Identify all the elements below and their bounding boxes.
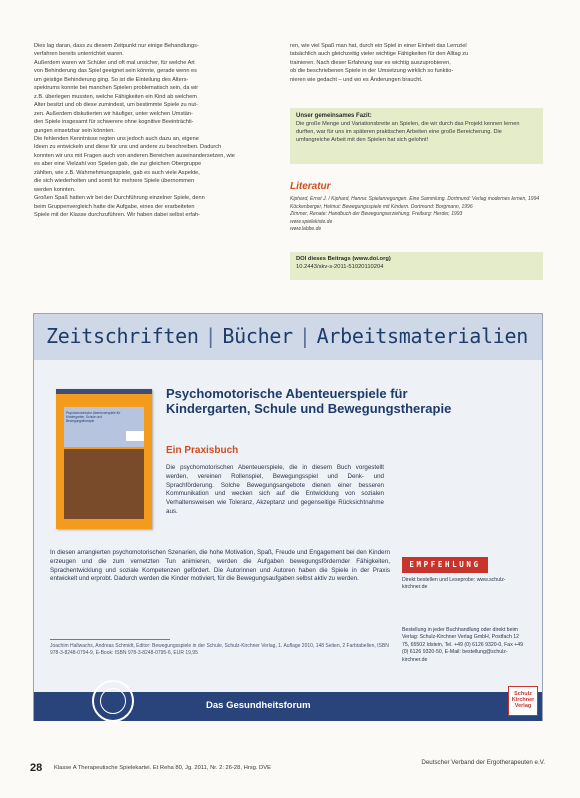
order-text: Bestellung in jeder Buchhandlung oder direkt beim Verlag: Schulz-Kirchner Verlag GmbH, Postfach 12 75, 65502 Idstein, Tel. +49 (0) 6126 9320-0, Fax +49 (0) 6126 9320-50, E-Mail: bestellung@schulz-kirchner.de [402,627,524,663]
literatur-list [290,196,542,234]
left-column-line: konnten wir uns mit Fragen auch von anderen Bereichen auseinandersetzen, wie [34,152,235,159]
fazit-heading: Unser gemeinsames Fazit: [296,113,372,119]
literatur-item: Köckenberger, Helmut: Bewegungsspiele mit Kindern. Dortmund: Borgmann, 1996 [290,203,473,210]
ad-footnote-text: Joachim Hallwachs, Andreas Schmidt, Editor: Bewegungsspiele in der Schule, Schulz-Kirchner Verlag, 1. Auflage 2010, 148 Seiten, 2 Farbtabellen, ISBN 978-3-8248-0794-9, E-Book: ISBN 978-3-8248-0795-6, EUR 19,95 [50,643,389,656]
left-column-line: es aber eine Vielzahl von Spielen gab, die zur gleichen Obergruppe [34,161,202,168]
page-number: 28 [30,762,43,774]
left-column-text [34,42,276,220]
left-column-line: Dies lag daran, dass zu diesem Zeitpunkt nur einige Behandlungs- [34,43,199,49]
forum-logo-inner-icon [100,688,126,714]
left-column-line: Ideen zu entwickeln und diese für uns und andere zu beschreiben. Dadurch [34,144,222,151]
right-column-line: nieren wie gedacht – und wo es Änderungen braucht. [290,76,423,83]
empfehlung-text[interactable]: Direkt bestellen und Leseprobe: www.schulz-kirchner.de [402,577,506,591]
left-column-line: von Behinderung das Spiel geeignet sein könnte, gerade wenn es [34,68,197,75]
literatur-link[interactable]: www.labbe.de [290,226,322,233]
doi-heading: DOI dieses Beitrags (www.doi.org) [296,256,391,262]
book-subtitle: Ein Praxisbuch [166,445,239,456]
book-cover [56,389,152,529]
doi-box [290,252,543,280]
ad-bottom-title: Das Gesundheitsforum [206,700,311,711]
right-column-line: trainieren. Nach dieser Erfahrung war es wichtig auszuprobieren, [290,59,451,66]
ad-heading-separator: | [298,324,311,348]
publisher-logo: Schulz Kirchner Verlag [508,686,538,716]
publisher: Deutscher Verband der Ergotherapeuten e.V. [421,759,545,766]
ad-heading [46,324,528,348]
left-column-line: um geistige Behinderung ging. So ist die Einteilung des Alters- [34,76,189,83]
ad-footnote [50,639,390,657]
literatur-item: Kiphard, Ernst J. / Kiphard, Hanna: Spielanregungen. Eine Sammlung. Dortmund: Verlag modernes lernen, 1994 [290,196,540,202]
right-column-text [290,42,542,84]
left-column-line: z.B. überlegen mussten, welche Fähigkeiten ein Kind ab welchem [34,93,197,100]
ad-heading-part: Zeitschriften [46,324,199,348]
doi-value[interactable]: 10.2443/skv-s-2011-51020110204 [296,264,384,270]
book-description: Die psychomotorischen Abenteuerspiele, die in diesem Buch vorgestellt werden, vereinen Rollenspiel, Bewegungsspiel und Denk- und Sprachförderung. Solche Bewegungsangebote dienen einer besseren Kommunikation und wecken sich auf die Entwicklung von sozialen Verhaltensweisen wie Toleranz, Akzeptanz und gegenseitige Rücksichtnahme aus. [166,464,384,515]
empfehlung-badge: EMPFEHLUNG [402,557,488,573]
left-column-line: gungen einsetzbar sein könnten. [34,127,115,134]
literatur-item: Zimmer, Renate: Handbuch der Bewegungserziehung. Freiburg: Herder, 1993 [290,211,463,218]
left-column-line: zählten, wie z.B. Wahrnehmungsspiele, gab es auch viele Aspekte, [34,169,200,176]
left-column-line: Die fehlenden Kenntnisse regten uns jedoch auch dazu an, eigene [34,135,199,142]
right-column-line: ren, wie viel Spaß man hat, durch ein Spiel in einer Einheit das Lernziel [290,43,467,49]
book-cover-title: Psychomotorische Abenteuerspiele für Kindergarten, Schule und Bewegungstherapie [66,411,121,423]
ad-heading-separator: | [204,324,217,348]
page-footer [30,759,545,785]
left-column-line: den Spiele insgesamt für schwerere ohne kognitive Beeinträchti- [34,119,194,126]
left-column-line: Spiele mit der Klasse durchzuführen. Wir haben dabei selbst erfah- [34,212,201,219]
right-column-line: tatsächlich auch gleichzeitig vieler wichtige Fähigkeiten für den Alltag zu [290,51,469,58]
left-column-line: Großen Spaß hatten wir bei der Durchführung einzelner Spiele, denn [34,195,205,202]
citation: Klasse A Therapeutische Spielekartei. Et Reha 80, Jg. 2011, Nr. 2: 26-28, Hrsg. DVE [54,765,271,771]
ad-body-text: In diesen arrangierten psychomotorischen Szenarien, die hohe Motivation, Spaß, Freude und Engagement bei den Kindern erzeugen und die zum vernetzten Tun animieren, werden die Aufgaben bewegungsfördernder Fähigkeiten, Sprachentwicklung und soziale Kompetenzen gefördert. Die Autorinnen und Autoren haben die Spiele in der Praxis entwickelt und erprobt. Dadurch werden die Kinder motiviert, für die Bewegungsaufgaben selbst aktiv zu werden. [50,549,390,583]
fazit-box [290,108,543,164]
literatur-heading: Literatur [290,181,331,192]
left-column-line: die sich wiederholten und somit für mehrere Spiele übernommen [34,178,195,185]
book-title: Psychomotorische Abenteuerspiele für Kindergarten, Schule und Bewegungstherapie [166,386,452,416]
left-column-line: zen. Außerdem diskutierten wir häufiger, unter welchen Umstän- [34,110,193,117]
left-column-line: werden konnten. [34,186,76,193]
fazit-text: Die große Menge und Variationsbreite an Spielen, die wir durch das Projekt kennen lernen durften, war für uns im späteren praktischen Arbeiten eine große Bereicherung. Die umfangreiche Arbeit mit den Spielen hat sich gelohnt! [296,121,520,144]
ad-heading-part: Arbeitsmaterialien [316,324,528,348]
left-column-line: verfahren bereits unterrichtet waren. [34,51,124,58]
advertisement [33,313,543,721]
literatur-link[interactable]: www.spielekiste.de [290,218,333,225]
left-column-line: Außerdem waren wir Schüler und oft mal unsicher, für welche Art [34,59,195,66]
left-column-line: beim Gruppenvergleich hatte die Aufgabe, eines der erarbeiteten [34,203,195,210]
left-column-line: Alter besitzt und ob diese zumindest, um bestimmte Spiele zu nut- [34,102,198,109]
right-column-line: ob die beschriebenen Spiele in der Umsetzung wirklich so funktio- [290,68,454,75]
left-column-line: spektrums konnte bei manchen Spielen problematisch sein, da wir [34,85,199,92]
ad-heading-part: Bücher [222,324,293,348]
